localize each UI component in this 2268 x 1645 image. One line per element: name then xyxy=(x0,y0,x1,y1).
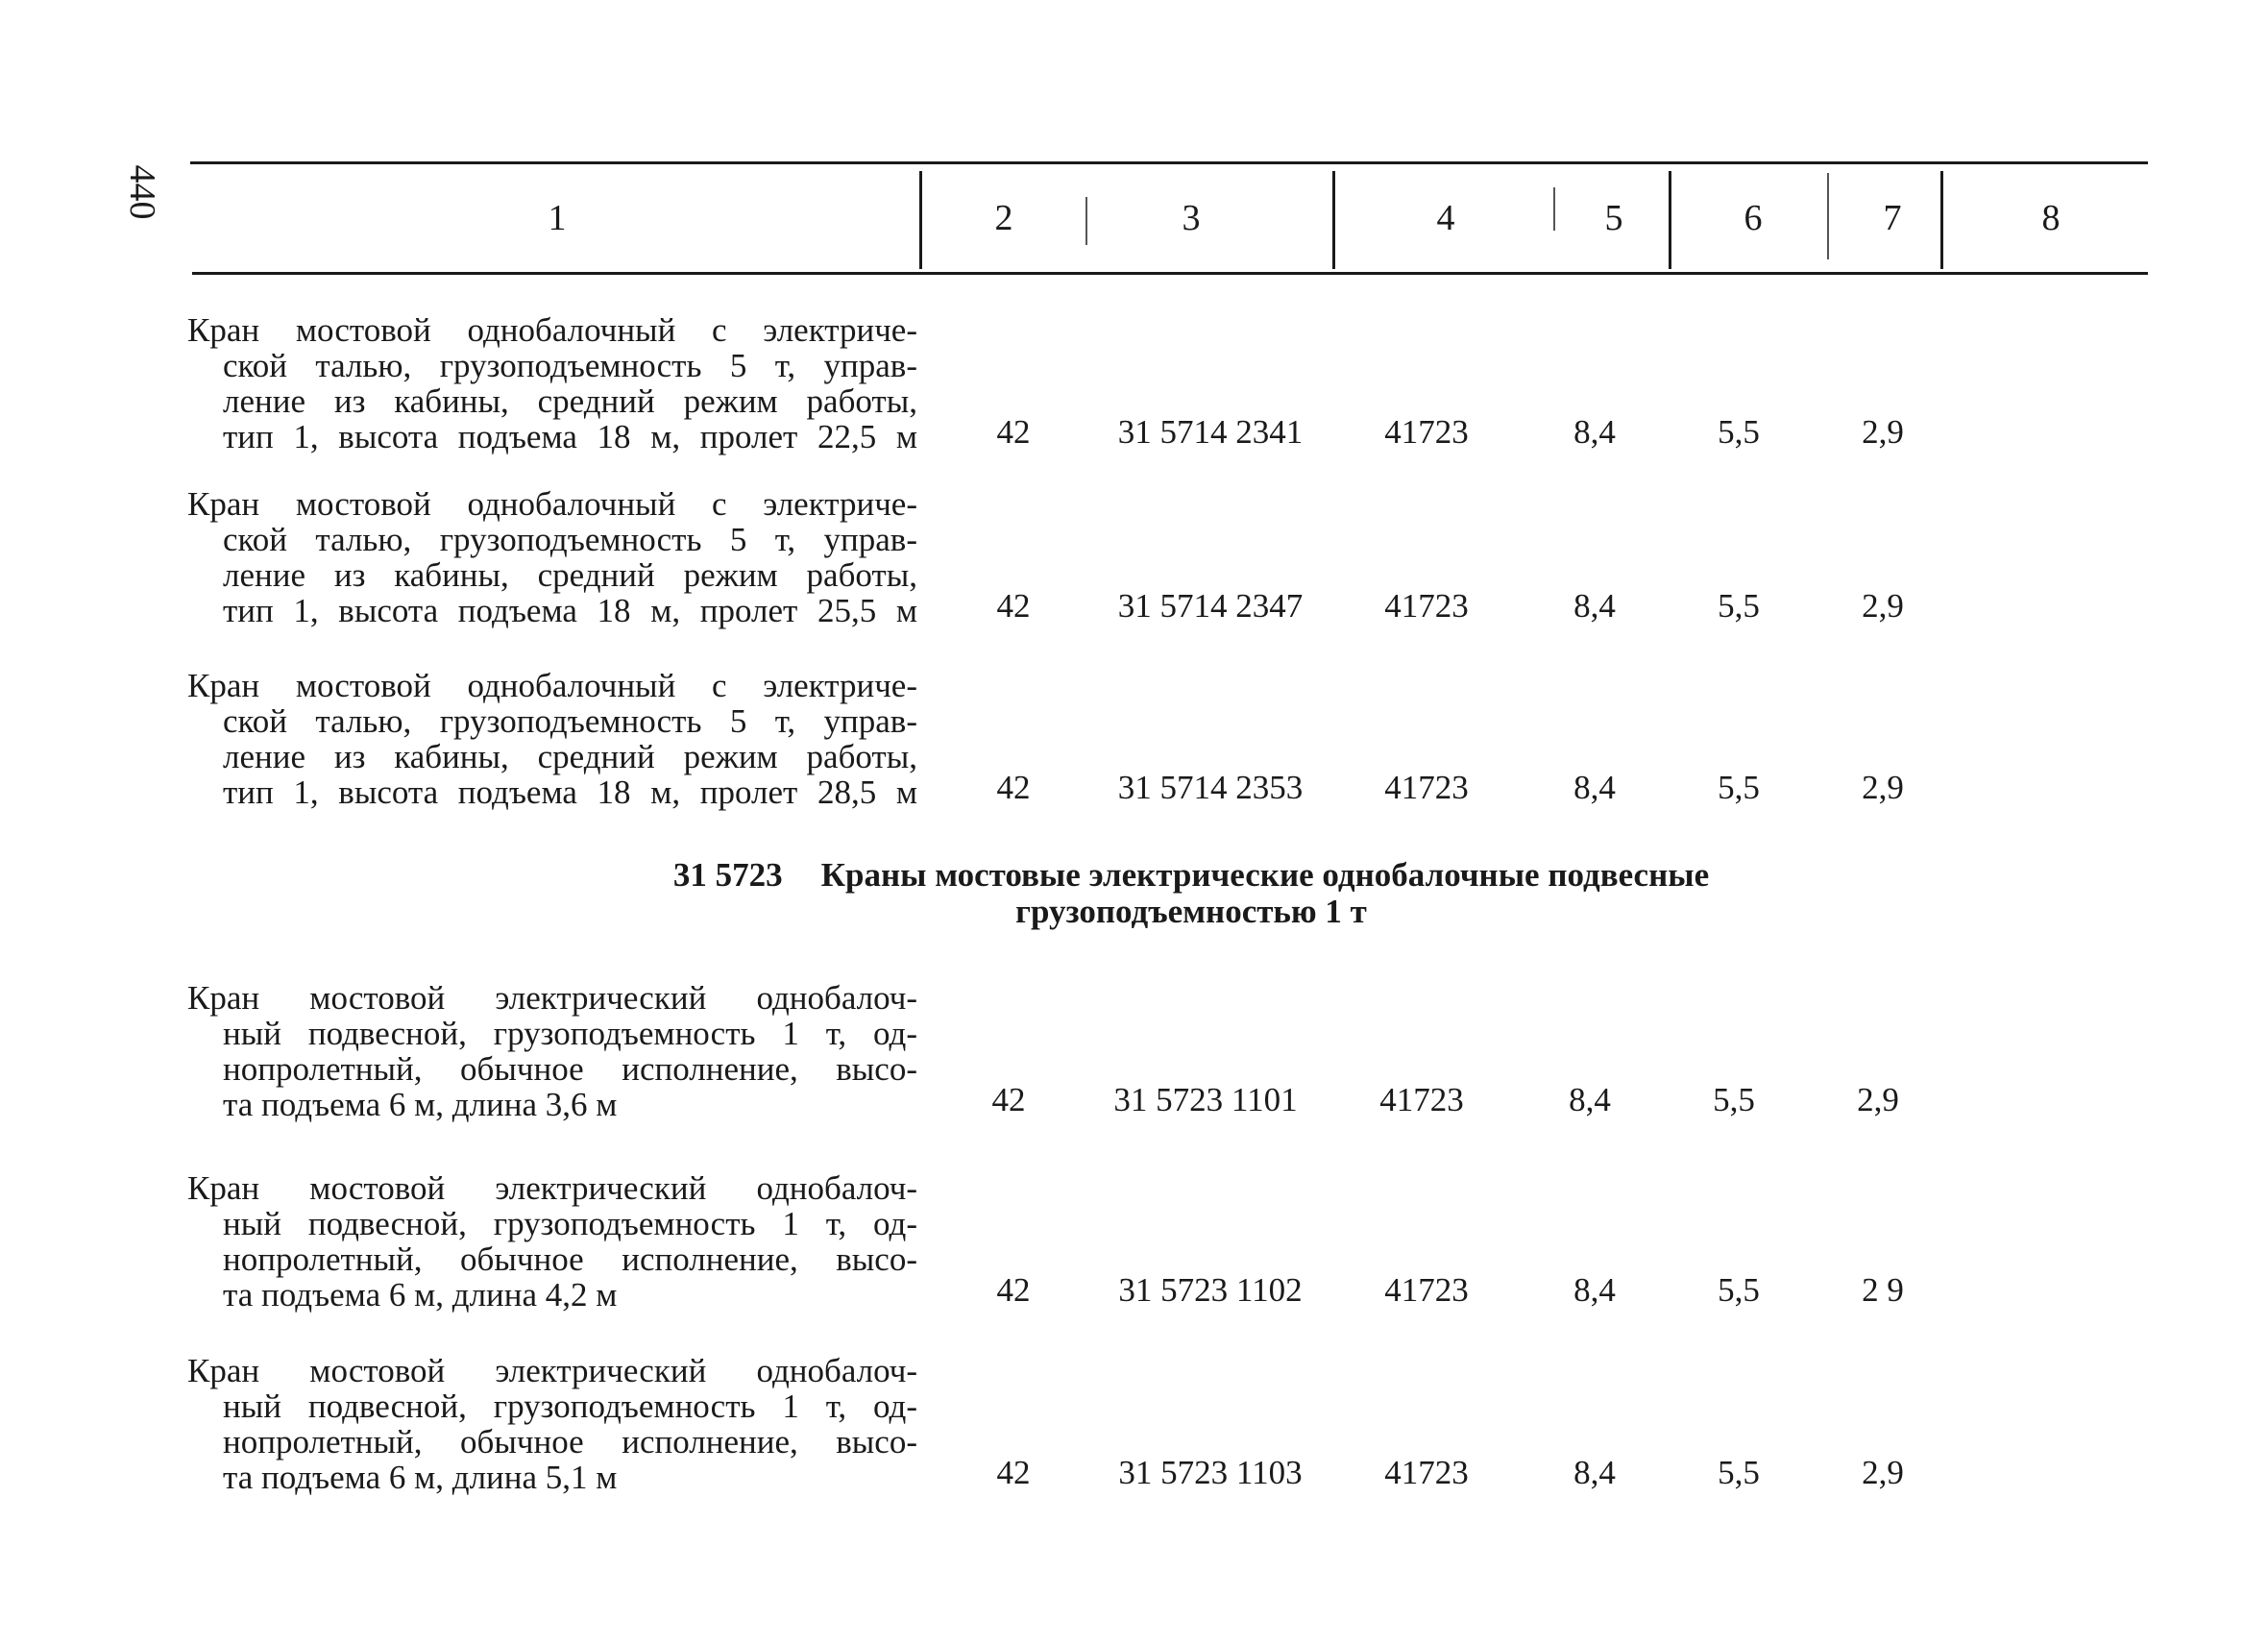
table-cell-col3: 31 5714 2353 xyxy=(1117,769,1304,806)
column-divider xyxy=(1669,171,1671,269)
table-cell-col5: 8,4 xyxy=(1573,1271,1616,1309)
table-cell-col5: 8,4 xyxy=(1573,769,1616,806)
description-line: ление из кабины, средний режим работы, xyxy=(223,738,917,775)
table-cell-col5: 8,4 xyxy=(1573,413,1616,451)
description-line: Кран мостовой электрический однобалоч- xyxy=(187,1352,917,1389)
table-cell-col6: 5,5 xyxy=(1718,413,1760,451)
table-row-description xyxy=(187,312,917,454)
section-title-line1: Краны мостовые электрические однобалочные подвесные xyxy=(820,856,1710,894)
table-cell-col2: 42 xyxy=(996,413,1031,451)
description-line: ской талью, грузоподъемность 5 т, управ- xyxy=(223,347,917,384)
table-cell-col6: 5,5 xyxy=(1718,1271,1760,1309)
table-row-description xyxy=(187,1353,917,1495)
section-code: 31 5723 xyxy=(672,856,783,894)
table-cell-col2: 42 xyxy=(996,1454,1031,1491)
description-line: ный подвесной, грузоподъемность 1 т, од- xyxy=(223,1205,917,1242)
description-line: ление из кабины, средний режим работы, xyxy=(223,382,917,420)
description-line: тип 1, высота подъема 18 м, пролет 25,5 м xyxy=(223,592,917,629)
description-line: Кран мостовой электрический однобалоч- xyxy=(187,979,917,1017)
header-bottom-rule xyxy=(192,272,2148,275)
column-divider-dashed xyxy=(1553,187,1555,231)
description-line: ление из кабины, средний режим работы, xyxy=(223,556,917,594)
table-cell-col4: 41723 xyxy=(1384,1454,1469,1491)
table-cell-col3: 31 5714 2347 xyxy=(1117,587,1304,625)
table-cell-col7: 2,9 xyxy=(1862,413,1904,451)
table-cell-col5: 8,4 xyxy=(1573,1454,1616,1491)
description-line: та подъема 6 м, длина 4,2 м xyxy=(223,1276,618,1314)
table-cell-col7: 2,9 xyxy=(1862,769,1904,806)
table-cell-col4: 41723 xyxy=(1379,1081,1464,1118)
column-header-7: 7 xyxy=(1883,198,1902,238)
table-cell-col6: 5,5 xyxy=(1718,587,1760,625)
page-number: 440 xyxy=(122,164,162,220)
table-cell-col7: 2,9 xyxy=(1862,587,1904,625)
description-line: тип 1, высота подъема 18 м, пролет 28,5 м xyxy=(223,773,917,811)
description-line: нопролетный, обычное исполнение, высо- xyxy=(223,1050,917,1088)
description-line: ской талью, грузоподъемность 5 т, управ- xyxy=(223,702,917,740)
table-cell-col2: 42 xyxy=(996,769,1031,806)
description-line: Кран мостовой однобалочный с электриче- xyxy=(187,667,917,704)
description-line: ской талью, грузоподъемность 5 т, управ- xyxy=(223,521,917,558)
table-cell-col6: 5,5 xyxy=(1713,1081,1755,1118)
table-cell-col4: 41723 xyxy=(1384,1271,1469,1309)
column-header-8: 8 xyxy=(2041,198,2061,238)
description-line: Кран мостовой электрический однобалоч- xyxy=(187,1169,917,1207)
column-header-1: 1 xyxy=(548,198,567,238)
description-line: тип 1, высота подъема 18 м, пролет 22,5 м xyxy=(223,418,917,455)
description-line: Кран мостовой однобалочный с электриче- xyxy=(187,485,917,523)
table-cell-col3: 31 5723 1101 xyxy=(1113,1081,1298,1118)
table-cell-col3: 31 5723 1103 xyxy=(1118,1454,1303,1491)
column-divider-dashed xyxy=(1085,197,1087,245)
table-cell-col7: 2,9 xyxy=(1862,1454,1904,1491)
description-line: та подъема 6 м, длина 5,1 м xyxy=(223,1459,618,1496)
description-line: нопролетный, обычное исполнение, высо- xyxy=(223,1423,917,1461)
description-line: нопролетный, обычное исполнение, высо- xyxy=(223,1240,917,1278)
table-cell-col3: 31 5723 1102 xyxy=(1118,1271,1303,1309)
table-row-description xyxy=(187,486,917,628)
description-line: ный подвесной, грузоподъемность 1 т, од- xyxy=(223,1387,917,1425)
table-cell-col2: 42 xyxy=(996,587,1031,625)
table-cell-col6: 5,5 xyxy=(1718,1454,1760,1491)
table-cell-col2: 42 xyxy=(996,1271,1031,1309)
column-header-2: 2 xyxy=(994,198,1013,238)
table-row-description xyxy=(187,1170,917,1313)
table-row-description xyxy=(187,980,917,1122)
section-heading xyxy=(384,857,1998,930)
table-cell-col4: 41723 xyxy=(1384,413,1469,451)
column-divider xyxy=(1940,171,1943,269)
column-header-4: 4 xyxy=(1436,198,1455,238)
table-row-description xyxy=(187,668,917,810)
description-line: ный подвесной, грузоподъемность 1 т, од- xyxy=(223,1015,917,1052)
column-header-3: 3 xyxy=(1182,198,1201,238)
column-divider-dashed xyxy=(1827,173,1829,259)
table-cell-col4: 41723 xyxy=(1384,769,1469,806)
table-cell-col2: 42 xyxy=(991,1081,1026,1118)
column-divider xyxy=(1332,171,1335,269)
table-cell-col4: 41723 xyxy=(1384,587,1469,625)
table-cell-col7: 2 9 xyxy=(1862,1271,1904,1309)
description-line: Кран мостовой однобалочный с электриче- xyxy=(187,311,917,349)
column-header-6: 6 xyxy=(1744,198,1763,238)
table-cell-col6: 5,5 xyxy=(1718,769,1760,806)
table-cell-col3: 31 5714 2341 xyxy=(1117,413,1304,451)
column-header-5: 5 xyxy=(1604,198,1623,238)
table-cell-col5: 8,4 xyxy=(1569,1081,1611,1118)
table-cell-col7: 2,9 xyxy=(1857,1081,1899,1118)
description-line: та подъема 6 м, длина 3,6 м xyxy=(223,1086,618,1123)
header-top-rule xyxy=(190,161,2148,164)
column-divider xyxy=(919,171,922,269)
section-line-1 xyxy=(673,856,1709,894)
table-cell-col5: 8,4 xyxy=(1573,587,1616,625)
section-title-line2: грузоподъемностью 1 т xyxy=(1015,893,1367,930)
